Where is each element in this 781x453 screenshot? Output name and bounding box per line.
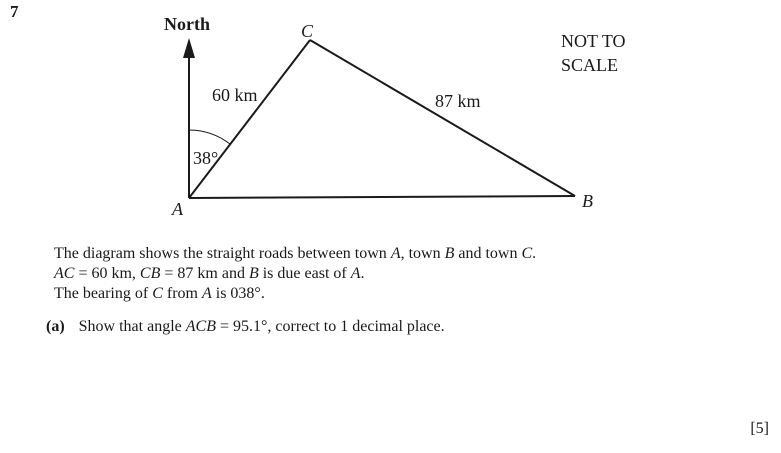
text-line-2: AC = 60 km, CB = 87 km and B is due east of A. <box>54 265 365 282</box>
marks-label: [5] <box>750 420 769 437</box>
point-c-label: C <box>301 21 314 41</box>
not-to-scale-line1: NOT TO <box>561 31 626 51</box>
north-label: North <box>164 14 210 34</box>
part-a <box>46 318 445 336</box>
point-a-label: A <box>172 199 183 219</box>
part-a-text: Show that angle ACB = 95.1°, correct to 1 decimal place. <box>78 318 445 335</box>
text-line-1: The diagram shows the straight roads between town A, town B and town C. <box>54 245 537 262</box>
north-arrow-icon <box>183 38 195 58</box>
side-cb <box>310 40 575 196</box>
question-number: 7 <box>10 2 19 21</box>
text-line-3: The bearing of C from A is 038°. <box>54 285 265 302</box>
angle-label: 38° <box>193 148 219 168</box>
part-a-label: (a) <box>46 318 65 335</box>
point-b-label: B <box>582 191 593 211</box>
cb-length-label: 87 km <box>435 91 481 111</box>
not-to-scale-line2: SCALE <box>561 55 619 75</box>
side-ab <box>189 196 575 198</box>
question-text <box>54 244 536 304</box>
bearing-angle-arc <box>189 130 230 144</box>
side-ac <box>189 40 310 198</box>
ac-length-label: 60 km <box>212 85 258 105</box>
